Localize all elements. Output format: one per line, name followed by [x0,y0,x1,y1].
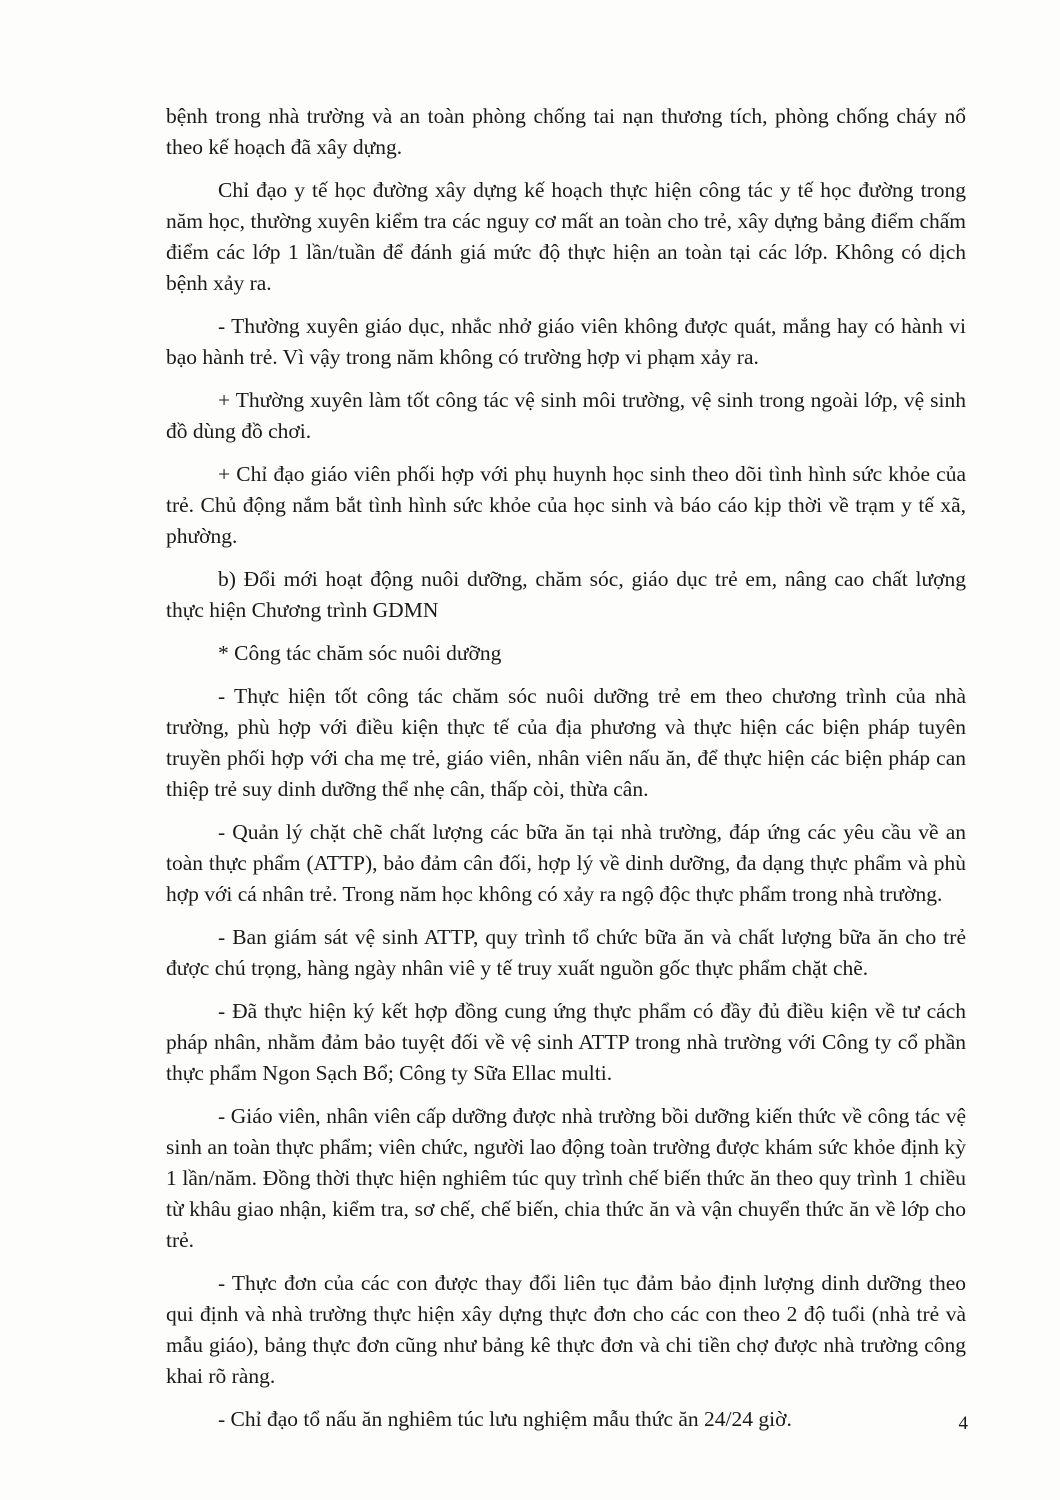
paragraph-13: - Thực đơn của các con được thay đổi liên tục đảm bảo định lượng dinh dưỡng theo qui định và nhà trường thực hiện xây dựng thực đơn cho các con theo 2 độ tuổi (nhà trẻ và mẫu giáo), bảng thực đơn cũng như bảng kê thực đơn và chi tiền chợ được nhà trường công khai rõ ràng. [166,1271,966,1388]
paragraph-11: - Đã thực hiện ký kết hợp đồng cung ứng thực phẩm có đầy đủ điều kiện về tư cách pháp nhân, nhằm đảm bảo tuyệt đối về vệ sinh ATTP trong nhà trường với Công ty cổ phần thực phẩm Ngon Sạch Bổ; Công ty Sữa Ellac multi. [166,999,966,1085]
paragraph-5: + Chỉ đạo giáo viên phối hợp với phụ huynh học sinh theo dõi tình hình sức khỏe của trẻ. Chủ động nắm bắt tình hình sức khỏe của học sinh và báo cáo kịp thời về trạm y tế xã, phường. [166,462,966,548]
paragraph-10: - Ban giám sát vệ sinh ATTP, quy trình tổ chức bữa ăn và chất lượng bữa ăn cho trẻ được chú trọng, hàng ngày nhân viê y tế truy xuất nguồn gốc thực phẩm chặt chẽ. [166,925,966,980]
paragraph-3: - Thường xuyên giáo dục, nhắc nhở giáo viên không được quát, mắng hay có hành vi bạo hành trẻ. Vì vậy trong năm không có trường hợp vi phạm xảy ra. [166,314,966,369]
paragraph-2: Chỉ đạo y tế học đường xây dựng kế hoạch thực hiện công tác y tế học đường trong năm học, thường xuyên kiểm tra các nguy cơ mất an toàn cho trẻ, xây dựng bảng điểm chấm điểm các lớp 1 lần/tuần để đánh giá mức độ thực hiện an toàn tại các lớp. Không có dịch bệnh xảy ra. [166,178,966,295]
page-number: 4 [958,1413,968,1434]
paragraph-9: - Quản lý chặt chẽ chất lượng các bữa ăn tại nhà trường, đáp ứng các yêu cầu về an toàn thực phẩm (ATTP), bảo đảm cân đối, hợp lý về dinh dưỡng, đa dạng thực phẩm và phù hợp với cá nhân trẻ. Trong năm học không có xảy ra ngộ độc thực phẩm trong nhà trường. [166,820,966,906]
paragraph-4: + Thường xuyên làm tốt công tác vệ sinh môi trường, vệ sinh trong ngoài lớp, vệ sinh đồ dùng đồ chơi. [166,388,966,443]
paragraph-8: - Thực hiện tốt công tác chăm sóc nuôi dưỡng trẻ em theo chương trình của nhà trường, phù hợp với điều kiện thực tế của địa phương và thực hiện các biện pháp tuyên truyền phối hợp với cha mẹ trẻ, giáo viên, nhân viên nấu ăn, để thực hiện các biện pháp can thiệp trẻ suy dinh dưỡng thể nhẹ cân, thấp còi, thừa cân. [166,684,966,801]
paragraph-6: b) Đổi mới hoạt động nuôi dưỡng, chăm sóc, giáo dục trẻ em, nâng cao chất lượng thực hiện Chương trình GDMN [166,567,966,622]
paragraph-12: - Giáo viên, nhân viên cấp dưỡng được nhà trường bồi dưỡng kiến thức về công tác vệ sinh an toàn thực phẩm; viên chức, người lao động toàn trường được khám sức khỏe định kỳ 1 lần/năm. Đồng thời thực hiện nghiêm túc quy trình chế biến thức ăn theo quy trình 1 chiều từ khâu giao nhận, kiểm tra, sơ chế, chế biến, chia thức ăn và vận chuyển thức ăn về lớp cho trẻ. [166,1104,966,1252]
paragraph-14: - Chỉ đạo tổ nấu ăn nghiêm túc lưu nghiệm mẫu thức ăn 24/24 giờ. [218,1407,792,1431]
paragraph-7: * Công tác chăm sóc nuôi dưỡng [218,641,502,665]
document-body [166,101,966,1447]
paragraph-1: bệnh trong nhà trường và an toàn phòng chống tai nạn thương tích, phòng chống cháy nổ theo kế hoạch đã xây dựng. [166,104,966,159]
